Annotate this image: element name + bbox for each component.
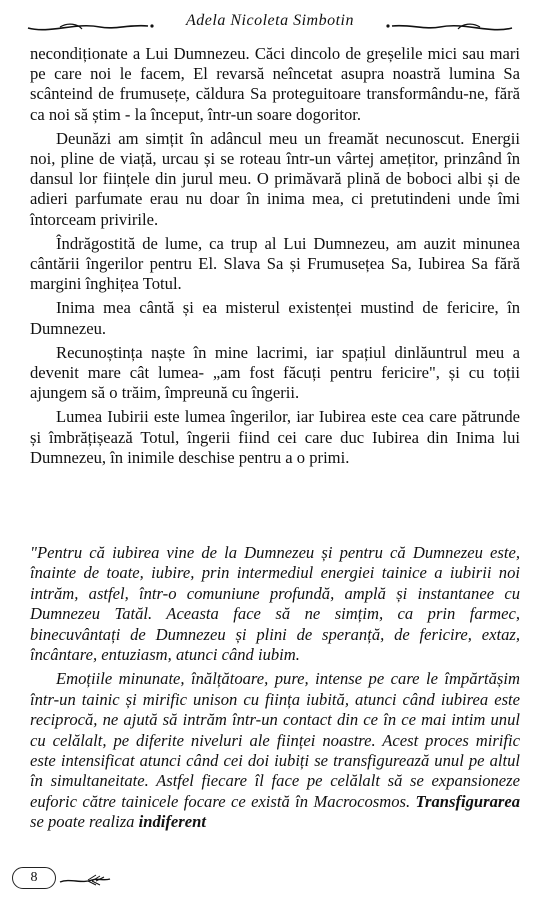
quoted-passage (30, 543, 520, 837)
paragraph: necondiționate a Lui Dumnezeu. Căci dincolo de greșelile mici sau mari pe care noi le facem, El revarsă neîncetat asupra noastră lumina Sa scânteind de frumusețe, căldura Sa proteguitoare transformându-ne, fără ca noi să știm - la început, într-un soare dogoritor. (30, 44, 520, 124)
paragraph: Îndrăgostită de lume, ca trup al Lui Dumnezeu, am auzit minunea cântării îngerilor pentru El. Slava Sa și Frumusețea Sa, Iubirea Sa fără margini înghițea Totul. (30, 233, 520, 294)
quote-text-span: Emoțiile minunate, înălțătoare, pure, intense pe care le împărtășim într-un tainic și mirific unison cu ființa iubită, atunci când iubirea este reciprocă, ne ajută să intrăm într-un contact din ce în ce mai intim unul cu celălalt, pe diferite niveluri ale ființei noastre. Acest proces mirific este intensificat atunci când cei doi iubiți se transfigurează unul pe altul în simultaneitate. Astfel fiecare îl face pe celălalt să se expansioneze euforic către tainicele focare ce există în Macrocosmos. (30, 669, 520, 811)
page-footer (12, 867, 142, 897)
running-header-author: Adela Nicoleta Simbotin (186, 12, 354, 29)
quote-text-span: se poate realiza (30, 812, 139, 832)
bold-term: Transfigurarea (415, 791, 520, 811)
paragraph: Lumea Iubirii este lumea îngerilor, iar Iubirea este cea care pătrunde și îmbrățișează Totul, îngerii fiind cei care duc Iubirea din Inima lui Dumnezeu, în inimile deschise pentru a o primi. (30, 407, 520, 467)
quote-paragraph (30, 669, 520, 832)
bold-term: indiferent (138, 812, 206, 832)
quote-paragraph: "Pentru că iubirea vine de la Dumnezeu și pentru că Dumnezeu este, înainte de toate, iubire, prin intermediul energiei tainice a iubirii noi intrăm, astfel, într-o comuniune profundă, amplă și instantanee cu Dumnezeu Tatăl. Aceasta face să ne simțim, ca prin farmec, binecuvântați de Dumnezeu și plini de speranță, de fericire, extaz, încântare, entuziasm, atunci când iubim. (30, 543, 520, 665)
paragraph: Inima mea cântă și ea misterul existenței mustind de fericire, în Dumnezeu. (30, 298, 520, 338)
feather-ornament-icon (58, 872, 118, 888)
page-header (20, 10, 520, 40)
paragraph: Recunoștința naște în mine lacrimi, iar spațiul dinlăuntrul meu a devenit mare cât lumea- „am fost făcuți pentru fericire", și cu toții ajungem să o trăim, împreună cu îngerii. (30, 342, 520, 403)
paragraph: Deunăzi am simțit în adâncul meu un freamăt necunoscut. Energii noi, pline de viață, urcau și se roteau într-un vârtej amețitor, prinzând în dansul lor ființele din jurul meu. O primăvară plină de boboci albi și de adieri parfumate erau nu doar în inima mea, ci pretutindeni unde îmi întorceam privirile. (30, 128, 520, 229)
page-number: 8 (12, 867, 56, 889)
main-text (30, 44, 520, 472)
